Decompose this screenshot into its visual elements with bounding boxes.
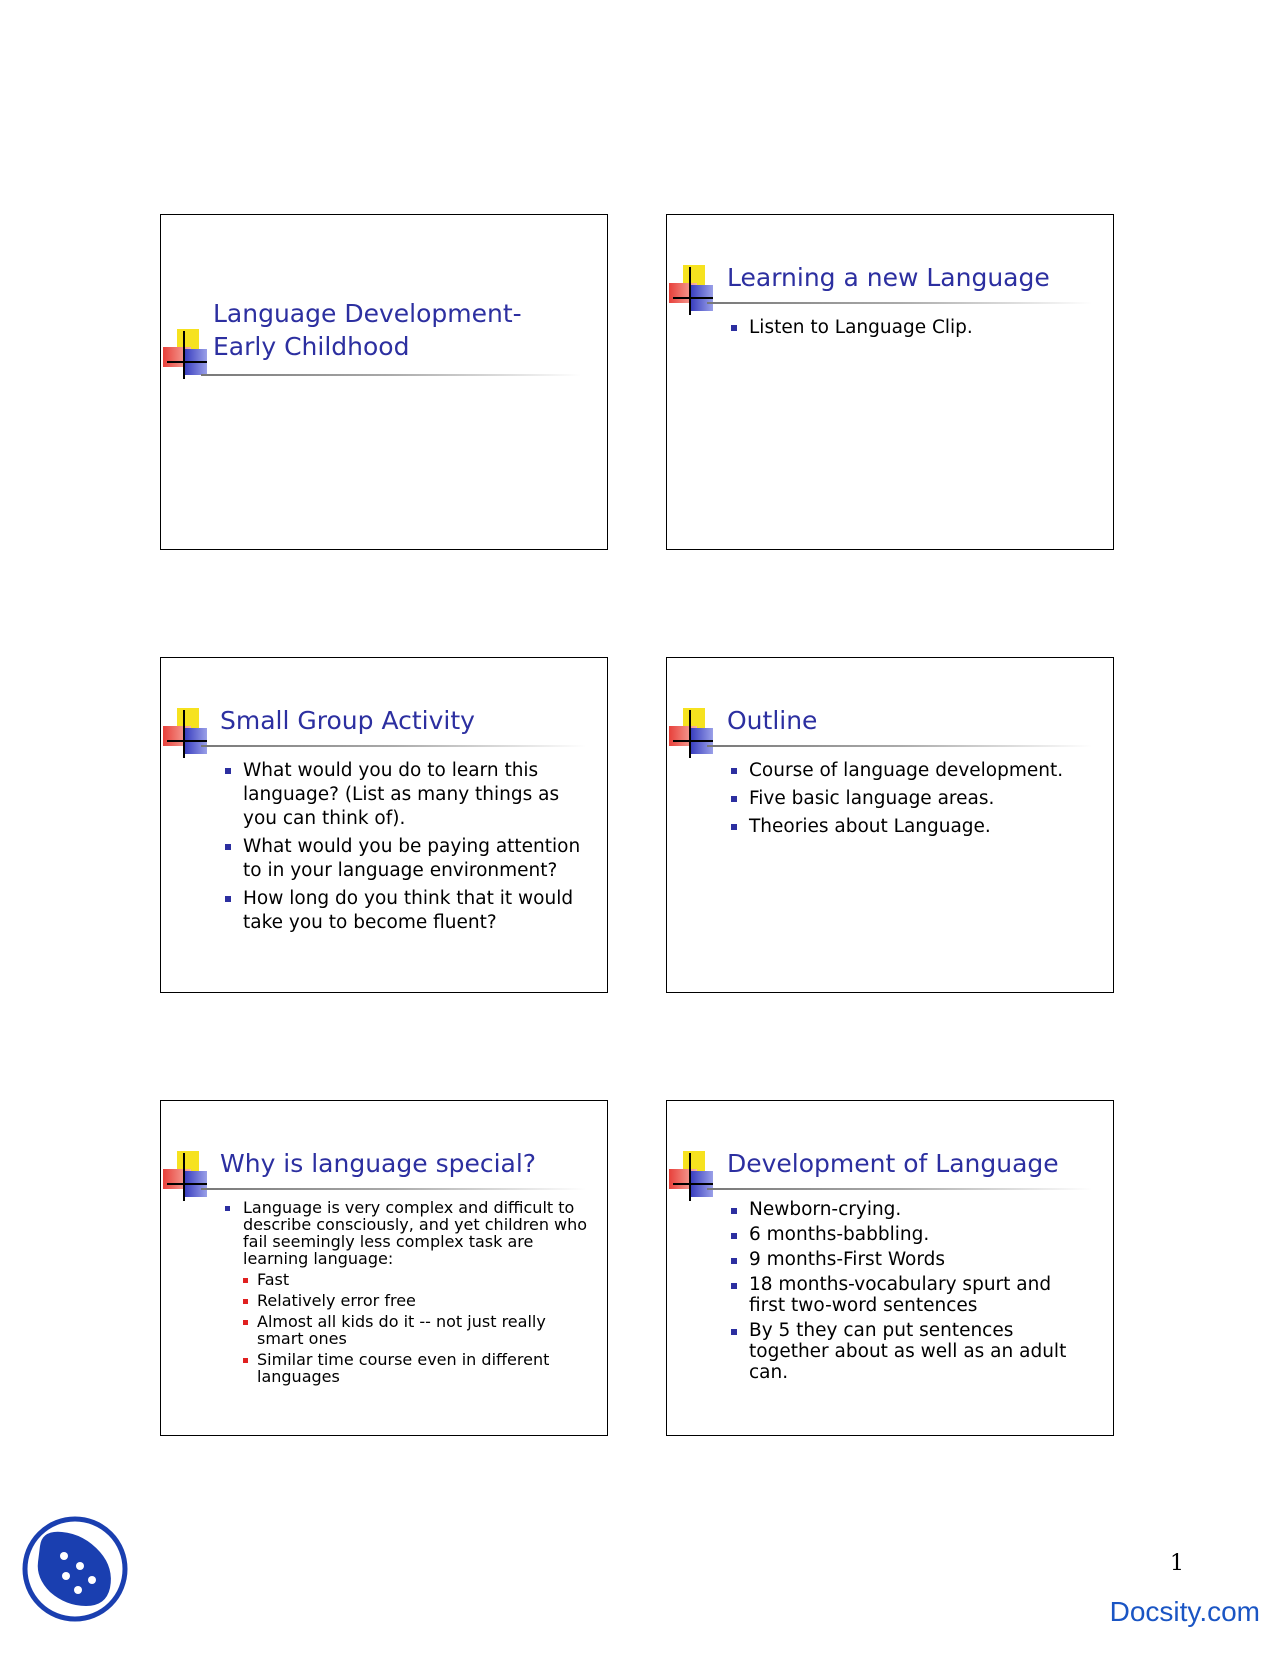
slide-5 (160, 1100, 608, 1436)
slide-decoration-icon (163, 708, 209, 760)
slide-4 (666, 657, 1114, 993)
sub-bullet-list (243, 1271, 590, 1385)
slide-title: Small Group Activity (220, 706, 475, 735)
title-rule (201, 1188, 586, 1190)
sub-list-item: Fast (243, 1271, 590, 1288)
list-item: 9 months-First Words (731, 1249, 1091, 1270)
title-rule (201, 374, 581, 376)
slide-decoration-icon (669, 265, 715, 317)
bullet-list (731, 759, 1091, 843)
list-item: By 5 they can put sentences together about as well as an adult can. (731, 1320, 1091, 1383)
list-item: How long do you think that it would take you to become fluent? (225, 887, 585, 935)
bullet-list (225, 1199, 590, 1389)
slide-3 (160, 657, 608, 993)
slide-title: Outline (727, 706, 818, 735)
slide-1 (160, 214, 608, 550)
brand-link[interactable]: Docsity.com (1109, 1596, 1260, 1627)
docsity-logo-icon[interactable] (22, 1516, 128, 1622)
slide-title: Learning a new Language (727, 263, 1050, 292)
slide-decoration-icon (163, 1151, 209, 1203)
list-item: Course of language development. (731, 759, 1091, 783)
title-rule (201, 745, 586, 747)
sub-list-item: Similar time course even in different languages (243, 1351, 590, 1385)
slide-decoration-icon (669, 1151, 715, 1203)
list-item: What would you do to learn this language? (List as many things as you can think of). (225, 759, 585, 831)
page-number: 1 (1170, 1551, 1184, 1576)
list-item: Five basic language areas. (731, 787, 1091, 811)
title-rule (707, 745, 1092, 747)
list-item: Listen to Language Clip. (731, 316, 1091, 340)
title-rule (707, 1188, 1092, 1190)
slide-title: Why is language special? (220, 1149, 537, 1178)
list-item: 18 months-vocabulary spurt and first two-word sentences (731, 1274, 1091, 1316)
list-item: Theories about Language. (731, 815, 1091, 839)
bullet-list (731, 1199, 1091, 1387)
slide-2 (666, 214, 1114, 550)
title-rule (707, 302, 1092, 304)
list-item (225, 1199, 590, 1385)
bullet-list (731, 316, 1091, 344)
slide-6 (666, 1100, 1114, 1436)
list-item: Newborn-crying. (731, 1199, 1091, 1220)
slide-title: Language Development-Early Childhood (213, 299, 522, 361)
sub-list-item: Relatively error free (243, 1292, 590, 1309)
slide-decoration-icon (669, 708, 715, 760)
sub-list-item: Almost all kids do it -- not just really smart ones (243, 1313, 590, 1347)
list-item-text: Language is very complex and difficult to describe consciously, and yet children who fail seemingly less complex task are learning language: (243, 1198, 588, 1268)
slide-title: Development of Language (727, 1149, 1059, 1178)
bullet-list (225, 759, 585, 939)
list-item: 6 months-babbling. (731, 1224, 1091, 1245)
list-item: What would you be paying attention to in your language environment? (225, 835, 585, 883)
